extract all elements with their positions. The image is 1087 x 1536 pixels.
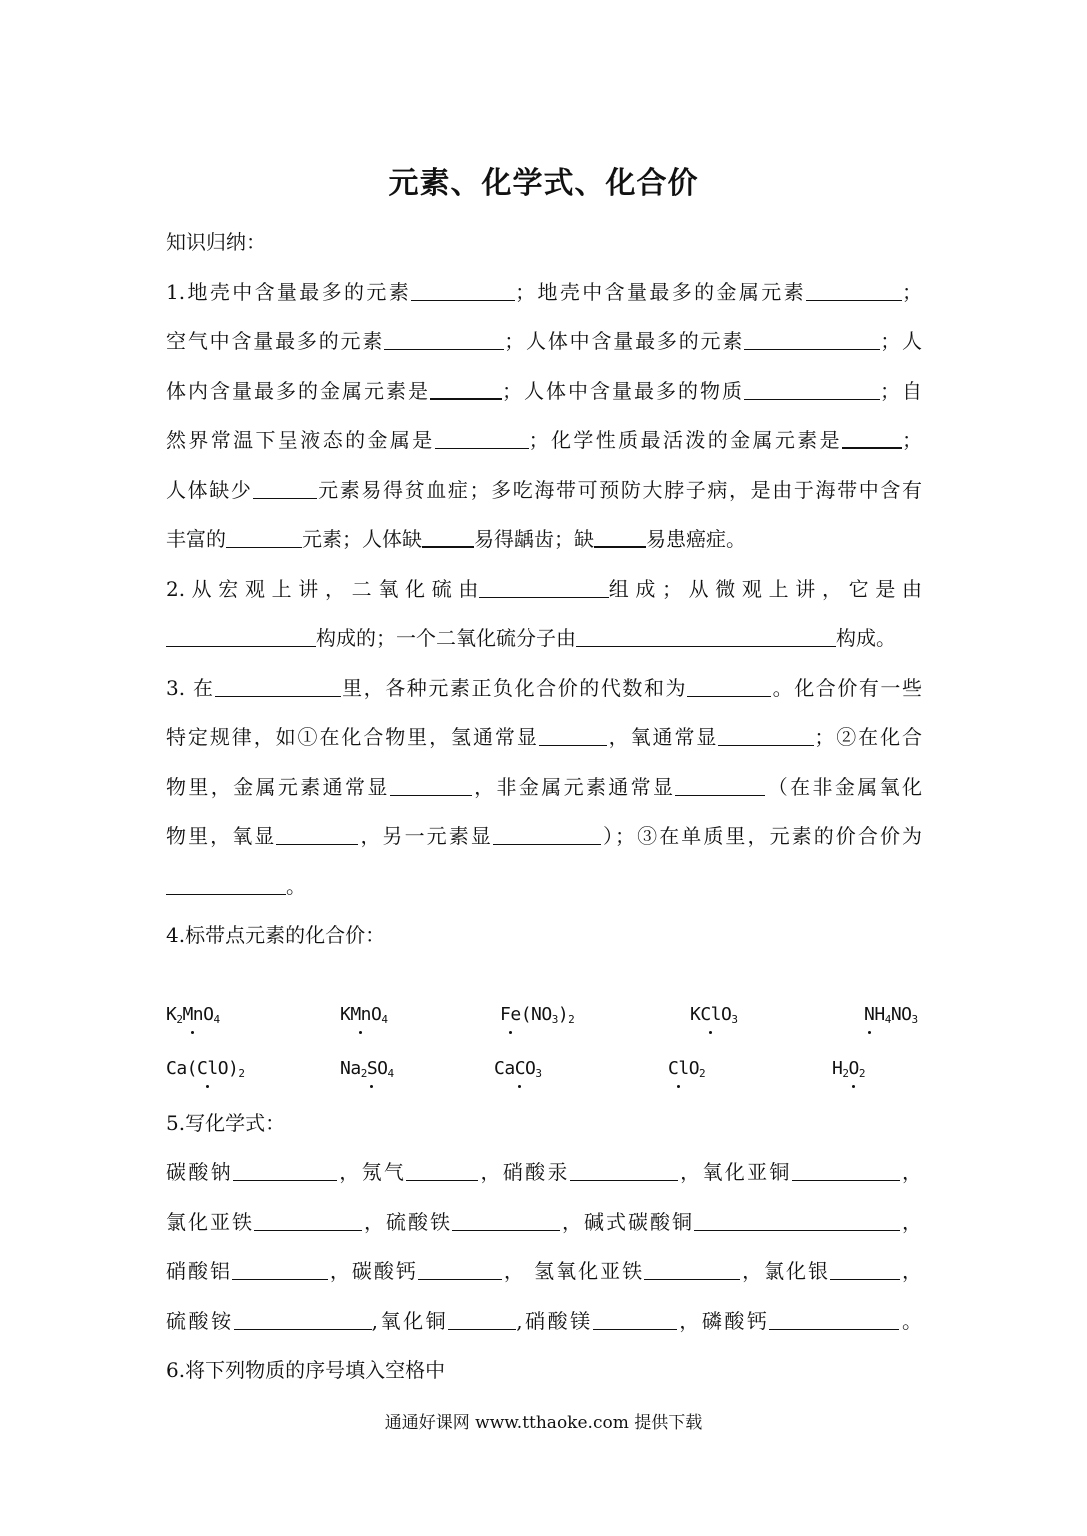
answer-blank[interactable]	[166, 626, 316, 647]
formula-row-2	[166, 1055, 922, 1109]
answer-blank[interactable]	[694, 1210, 900, 1231]
dotted-element: C	[515, 1055, 525, 1083]
worksheet-content	[166, 228, 922, 1406]
answer-blank[interactable]	[166, 874, 286, 895]
dotted-element: Cl	[197, 1055, 218, 1083]
answer-blank[interactable]	[384, 329, 504, 350]
q5-line-4: 硫酸铵 ,氧化铜 ,硝酸镁 ，磷酸钙 。	[166, 1308, 922, 1333]
formula-h2o2: $H_2O_2$	[832, 1055, 865, 1088]
answer-blank[interactable]	[842, 427, 902, 449]
answer-blank[interactable]	[718, 725, 814, 746]
answer-blank[interactable]	[226, 527, 302, 548]
q5-line-2: 氯化亚铁 ，硫酸铁 ，碱式碳酸铜 ，	[166, 1209, 922, 1234]
formula-ca-clo-2: $Ca(ClO)_2$	[166, 1055, 245, 1088]
footer-credit: 通通好课网 www.tthaoke.com 提供下载	[384, 1413, 703, 1433]
answer-blank[interactable]	[452, 1210, 560, 1231]
answer-blank[interactable]	[448, 1309, 516, 1330]
formula-row-1	[166, 1001, 922, 1055]
answer-blank[interactable]	[422, 526, 474, 548]
q1-line-5: 人体缺少 元素易得贫血症；多吃海带可预防大脖子病，是由于海带中含有	[166, 477, 922, 502]
q3-line-3: 物里，金属元素通常显 ，非金属元素通常显 （在非金属氧化	[166, 774, 922, 799]
q2-line-2: 构成的；一个二氧化硫分子由 构成。	[166, 624, 922, 674]
answer-blank[interactable]	[479, 577, 609, 598]
dotted-element: Mn	[182, 1001, 203, 1029]
answer-blank[interactable]	[233, 1160, 337, 1181]
q3-line-4: 物里，氧显 ，另一元素显 ）；③在单质里，元素的价合价为	[166, 824, 922, 848]
dotted-element: Cl	[700, 1001, 721, 1029]
answer-blank[interactable]	[390, 775, 472, 796]
formula-kclo3: KClO$_3$	[690, 1001, 738, 1034]
answer-blank[interactable]	[594, 526, 646, 548]
answer-blank[interactable]	[411, 280, 515, 301]
answer-blank[interactable]	[744, 329, 880, 350]
formula-kmno4: KMnO$_4$	[340, 1001, 388, 1034]
q2-line-1: 2. 从 宏 观 上 讲 ， 二 氧 化 硫 由 组 成 ； 从 微 观 上 讲 ， 它 是 由	[166, 576, 922, 601]
answer-blank[interactable]	[435, 428, 529, 449]
answer-blank[interactable]	[806, 280, 902, 301]
q3-line-1: 3. 在 里，各种元素正负化合价的代数和为 。化合价有一些	[166, 675, 922, 700]
formula-fe-no3-2: $Fe(NO_3)_2$	[500, 1001, 574, 1034]
answer-blank[interactable]	[593, 1309, 677, 1330]
q4-heading: 4.标带点元素的化合价：	[166, 923, 386, 947]
answer-blank[interactable]	[406, 1160, 478, 1181]
q1-line-2: 空气中含量最多的元素 ；人体中含量最多的元素 ；人	[166, 329, 922, 353]
q5-heading: 5.写化学式：	[166, 1110, 286, 1135]
formula-nh4no3: $NH_4NO_3$	[864, 1001, 918, 1034]
q5-line-3: 硝酸铝 ，碳酸钙 ， 氢氧化亚铁 ，氯化银 ，	[166, 1259, 922, 1283]
q6-heading: 6.将下列物质的序号填入空格中	[166, 1358, 446, 1382]
q3-line-2: 特定规律，如①在化合物里，氢通常显 ，氧通常显 ；②在化合	[166, 725, 922, 749]
q1-line-3: 体内含量最多的金属元素是 ；人体中含量最多的物质 ；自	[166, 378, 922, 403]
dotted-element: S	[367, 1055, 377, 1083]
answer-blank[interactable]	[644, 1259, 740, 1280]
dotted-element: Mn	[350, 1001, 371, 1029]
answer-blank[interactable]	[418, 1259, 502, 1280]
answer-blank[interactable]	[830, 1259, 900, 1280]
q5-line-1: 碳酸钠 ，氖气 ，硝酸汞 ，氧化亚铜 ，	[166, 1160, 922, 1184]
dotted-element: Cl	[668, 1055, 689, 1083]
q1-line-6: 丰富的 元素；人体缺 易得龋齿；缺 易患癌症。	[166, 527, 746, 551]
answer-blank[interactable]	[769, 1309, 899, 1330]
answer-blank[interactable]	[253, 478, 317, 499]
answer-blank[interactable]	[744, 379, 880, 400]
answer-blank[interactable]	[276, 824, 358, 845]
q1-line-4: 然界常温下呈液态的金属是 ；化学性质最活泼的金属元素是 ；	[166, 428, 922, 452]
formula-k2mno4: $K_2MnO_4$	[166, 1001, 220, 1034]
dotted-element: O	[848, 1055, 858, 1083]
answer-blank[interactable]	[539, 725, 607, 746]
q3-line-5: 。	[166, 872, 922, 922]
answer-blank[interactable]	[792, 1160, 900, 1181]
answer-blank[interactable]	[215, 676, 341, 697]
formula-na2so4: $Na_2SO_4$	[340, 1055, 394, 1088]
dotted-element: Fe	[500, 1001, 521, 1029]
formula-caco3: CaCO$_3$	[494, 1055, 542, 1088]
q1-line-1: 1.地壳中含量最多的元素 ；地壳中含量最多的金属元素 ；	[166, 279, 922, 304]
answer-blank[interactable]	[570, 1160, 678, 1181]
formula-clo2: ClO$_2$	[668, 1055, 705, 1088]
answer-blank[interactable]	[234, 1309, 372, 1330]
section-heading: 知识归纳：	[166, 230, 266, 254]
answer-blank[interactable]	[493, 824, 601, 845]
page-title: 元素、化学式、化合价	[388, 166, 699, 201]
answer-blank[interactable]	[675, 775, 765, 796]
answer-blank[interactable]	[254, 1210, 362, 1231]
dotted-element: N	[864, 1001, 874, 1029]
answer-blank[interactable]	[232, 1259, 328, 1280]
answer-blank[interactable]	[576, 626, 836, 647]
answer-blank[interactable]	[430, 378, 502, 400]
answer-blank[interactable]	[687, 676, 771, 697]
